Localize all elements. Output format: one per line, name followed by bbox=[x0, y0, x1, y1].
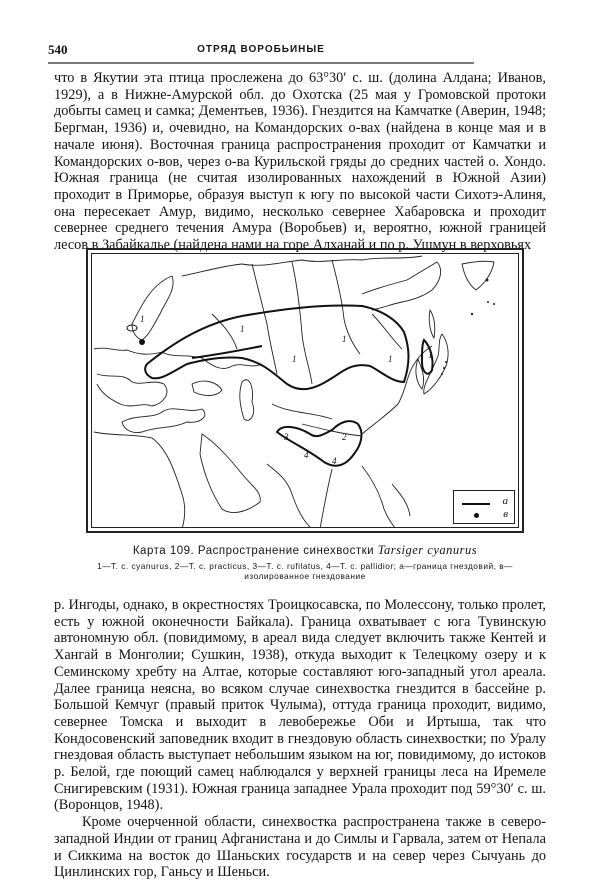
body-text-bottom bbox=[54, 597, 546, 881]
region-label: 1 bbox=[292, 354, 297, 364]
paragraph: что в Якутии эта птица прослежена до 63°30′ с. ш. (долина Алдана; Иванов, 1929), а в Нижне-Амурской обл. до Охотска (25 мая у Громовской протоки добыты самец и самка; Дементьев, 1936). Гнездится на Камчатке (Аверин, 1948; Бергман, 1936) и, очевидно, на Командорских о-вах (найдена в конце мая и в начале июня). Восточная граница распространения проходит от Камчатки и Командорских о-вов, через о-ва Курильской гряды до средних частей о. Хондо. Южная граница (не считая изолированных нахождений в Южной Азии) проходит в Приморье, образуя выступ к югу по высокой части Сихотэ-Алиня, она пересекает Амур, видимо, несколько севернее Хабаровска и проходит севернее среднего течения Амура (Воробьев) и, вероятно, южной границей лесов в Забайкалье (найдена нами на горе Алханай и по р. Ушмун в верховьях bbox=[54, 70, 546, 254]
header-rule bbox=[48, 62, 474, 64]
caption-title-prefix: Карта 109. Распространение синехвостки bbox=[132, 545, 375, 557]
region-label: 1 bbox=[342, 334, 347, 344]
region-label: 1 bbox=[428, 350, 433, 360]
region-label: 1 bbox=[388, 354, 393, 364]
caption-legend: 1—T. c. cyanurus, 2—T. c. practicus, 3—T. c. rufilatus, 4—T. c. pallidior; а—граница гнездовий, в—изолированное гнездование bbox=[97, 561, 513, 581]
boundary-line-icon bbox=[462, 503, 490, 505]
region-label: 1 bbox=[140, 314, 145, 324]
caption-species: Tarsiger cyanurus bbox=[377, 543, 478, 557]
region-label: 1 bbox=[240, 324, 245, 334]
region-label: 4 bbox=[304, 450, 309, 460]
region-label: 2 bbox=[342, 432, 347, 442]
paragraph: р. Ингоды, однако, в окрестностях Троицкосавска, по Молессону, только пролет, есть у южной оконечности Байкала). Граница охватывает с юга Тувинскую автономную обл. (повидимому, в ареал вида следует включить также Кентей и Хангай в Монголии; Сушкин, 1938), откуда выходит к Телецкому озеру и к Семинскому хребту на Алтае, которые составляют юго-западный угол ареала. Далее граница неясна, во всяком случае синехвостка гнездится в бассейне р. Большой Кемчуг (правый приток Чулыма), оттуда граница проходит, видимо, севернее Томска и выходит в левобережье Оби и Иртыша, так что Кондосовенский заповедник входит в гнездовую область синехвостки; по Уралу гнездовая область выступает небольшим языком на юг, повидимому, до истоков р. Белой, где поющий самец наблюдался у верхней границы леса на Иремеле Снигиревским (1931). Южная граница западнее Урала проходит под 59°30′ с. ш. (Воронцов, 1948). bbox=[54, 597, 546, 814]
page-number: 540 bbox=[48, 42, 68, 57]
map-drawing bbox=[92, 254, 519, 528]
map-canvas bbox=[91, 253, 519, 528]
range-map bbox=[86, 248, 524, 533]
map-legend bbox=[453, 490, 515, 524]
page-header bbox=[48, 40, 474, 62]
isolated-nesting-dot-icon bbox=[474, 513, 479, 518]
region-label: 4 bbox=[332, 456, 337, 466]
legend-label-a: а bbox=[502, 495, 508, 507]
running-title: ОТРЯД ВОРОБЬИНЫЕ bbox=[197, 44, 325, 55]
legend-label-b: в bbox=[503, 508, 508, 520]
body-text-top bbox=[54, 70, 546, 254]
caption-title bbox=[80, 543, 530, 558]
paragraph: Кроме очерченной области, синехвостка распространена также в северо-западной Индии от границ Афганистана и до Симлы и Гарвала, затем от Непала и Сиккима на восток до Шаньских государств и на север через Сычуань до Цинлинских гор, Ганьсу и Шеньси. bbox=[54, 814, 546, 881]
map-caption bbox=[80, 543, 530, 581]
region-label: 3 bbox=[284, 432, 289, 442]
